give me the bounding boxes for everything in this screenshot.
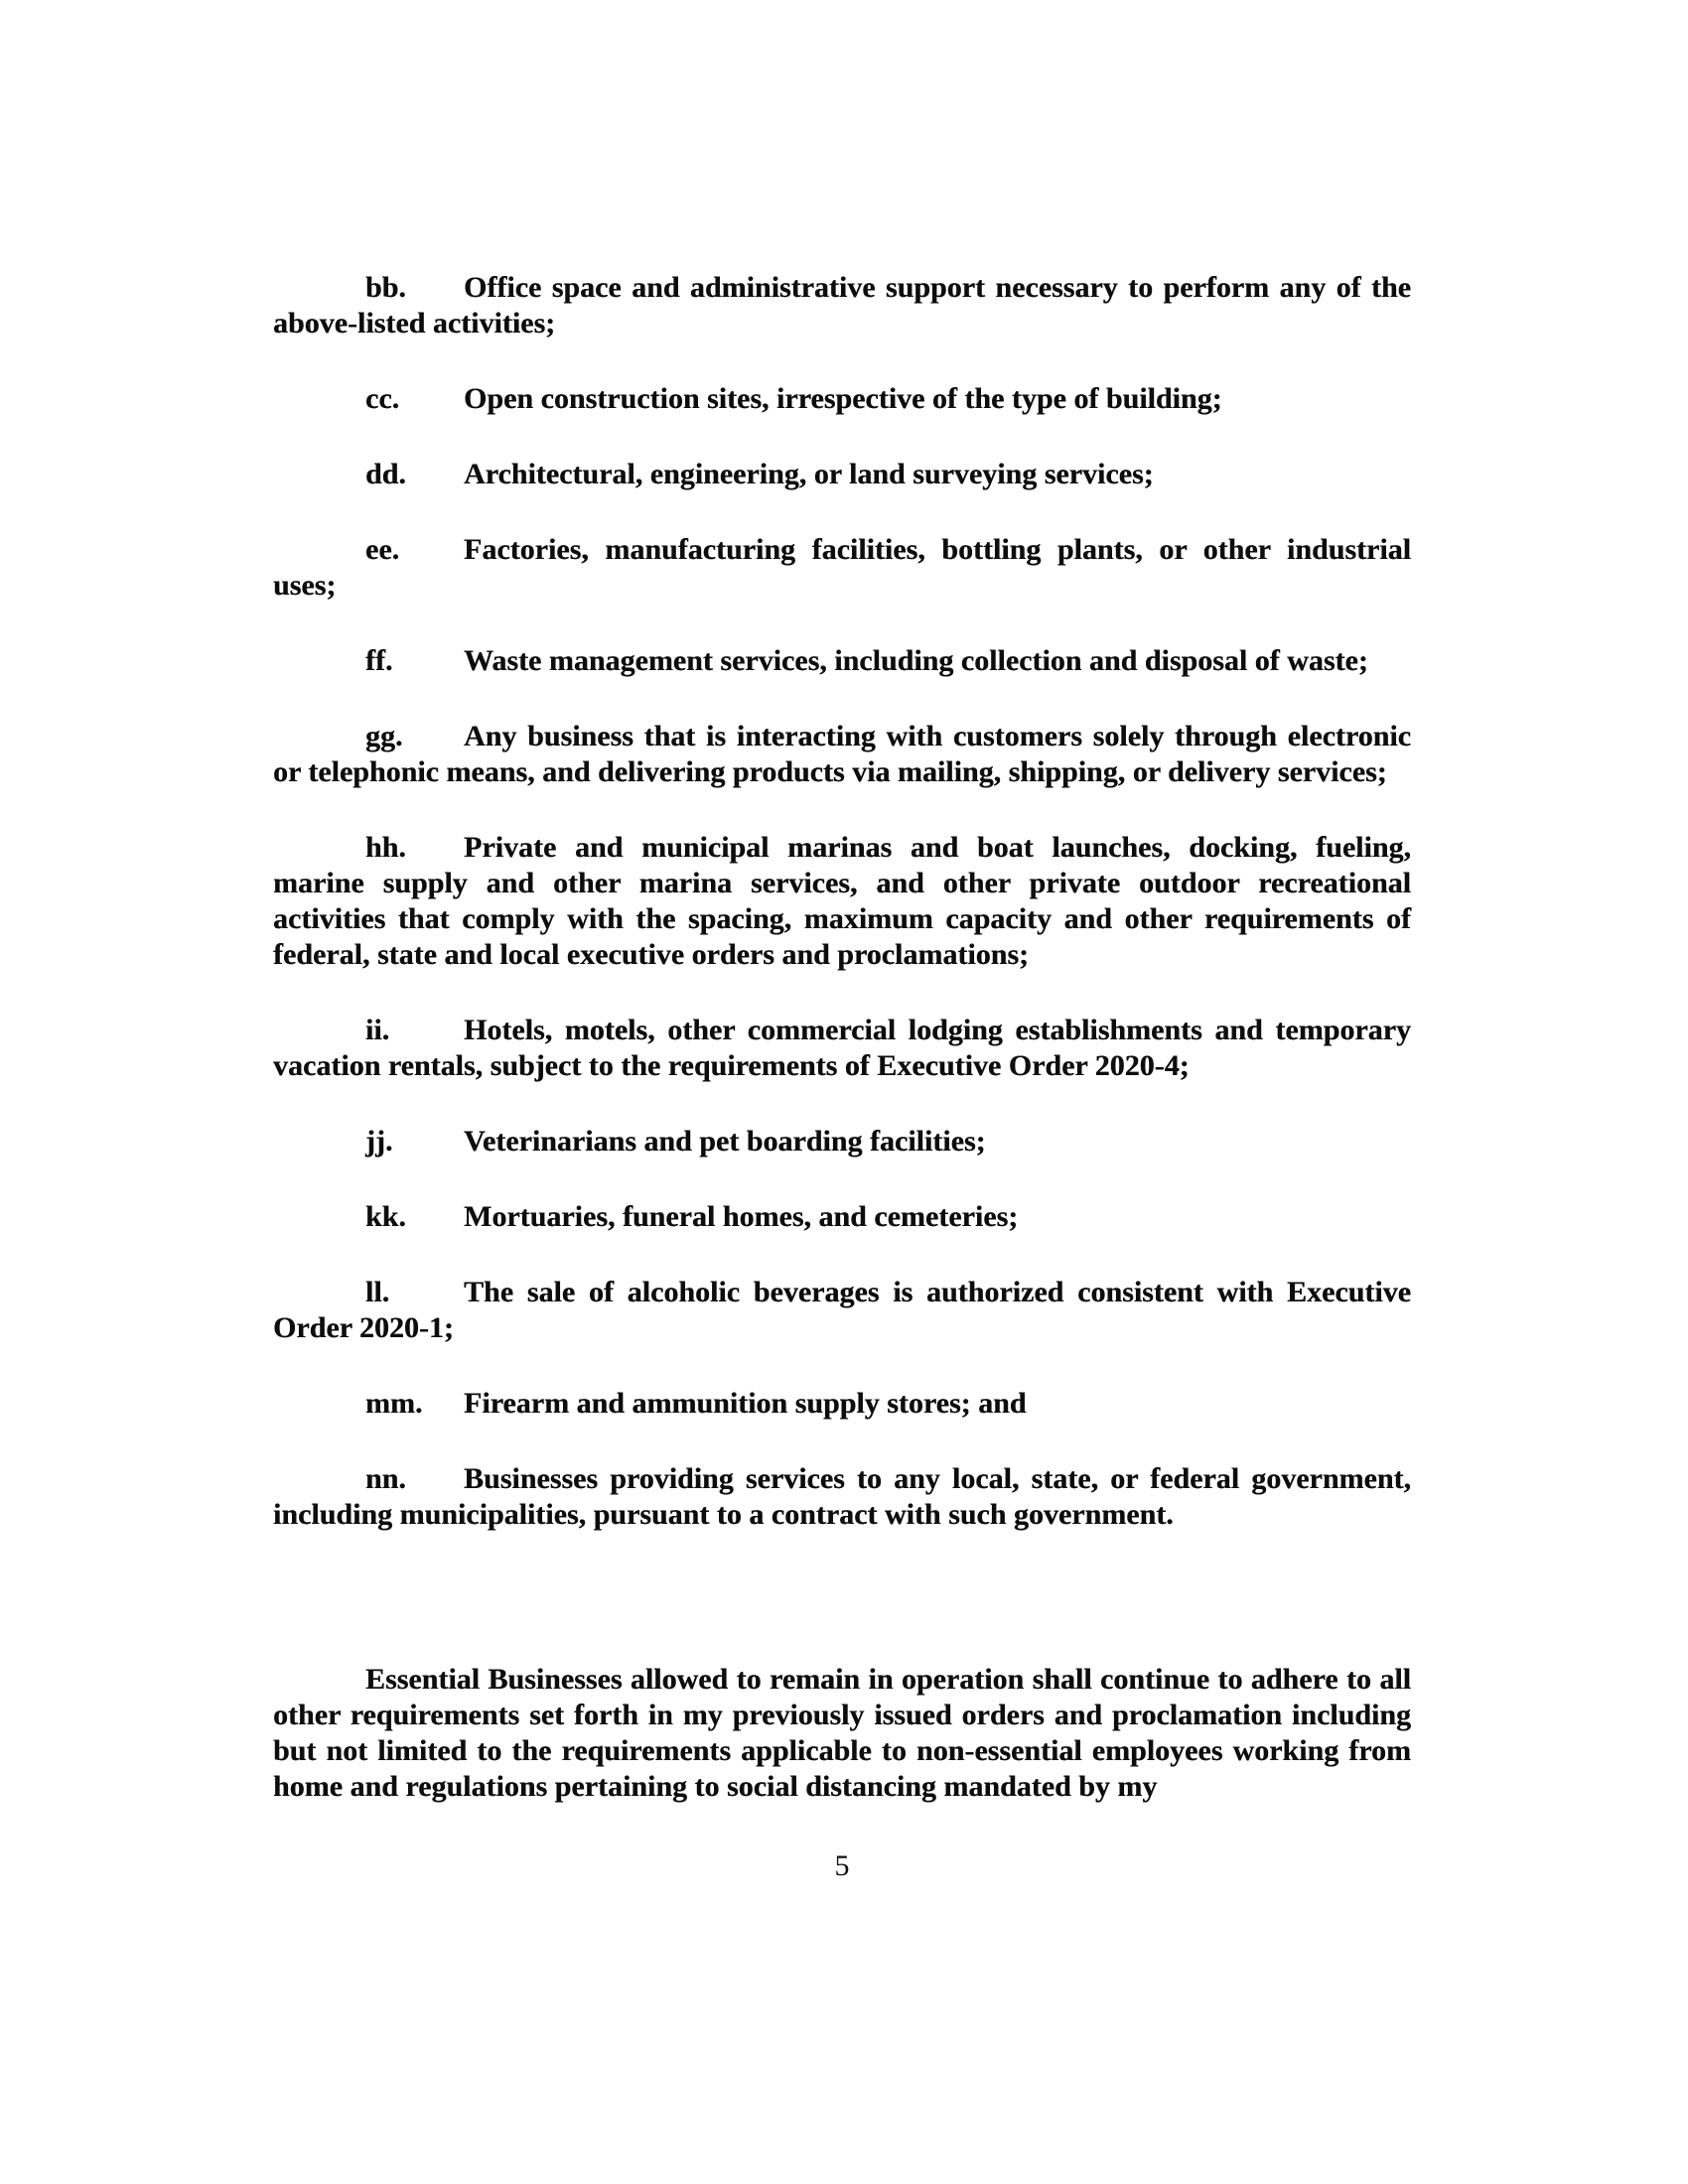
item-text: Businesses providing services to any local, state, or federal government, including municipalities, pursuant to a contract with such government.	[273, 1462, 1411, 1531]
document-body	[273, 270, 1411, 1884]
item-text: Mortuaries, funeral homes, and cemeteries;	[464, 1200, 1019, 1233]
list-item-ll	[273, 1275, 1411, 1346]
item-text: Any business that is interacting with customers solely through electronic or telephonic means, and delivering products via mailing, shipping, or delivery services;	[273, 720, 1411, 788]
item-text: Architectural, engineering, or land surveying services;	[464, 458, 1154, 490]
item-text: Private and municipal marinas and boat launches, docking, fueling, marine supply and other marina services, and other private outdoor recreational activities that comply with the spacing, maximum capacity and other requirements of federal, state and local executive orders and proclamations;	[273, 831, 1411, 971]
list-item-bb	[273, 270, 1411, 341]
item-label: cc.	[365, 382, 400, 415]
item-text: Hotels, motels, other commercial lodging establishments and temporary vacation rentals, subject to the requirements of Executive Order 2020-4;	[273, 1014, 1411, 1082]
closing-paragraph: Essential Businesses allowed to remain in operation shall continue to adhere to all other requirements set forth in my previously issued orders and proclamation including but not limited to the requirements applicable to non-essential employees working from home and regulations pertaining to social distancing mandated by my	[273, 1663, 1411, 1803]
item-label: dd.	[365, 458, 406, 490]
item-label: kk.	[365, 1200, 406, 1233]
page-number: 5	[834, 1849, 850, 1882]
item-text: Factories, manufacturing facilities, bottling plants, or other industrial uses;	[273, 533, 1411, 602]
list-item-ii	[273, 1013, 1411, 1084]
item-label: ii.	[365, 1014, 390, 1046]
list-item-nn	[273, 1461, 1411, 1533]
item-label: bb.	[365, 271, 406, 304]
item-text: Veterinarians and pet boarding facilities;	[464, 1125, 986, 1158]
list-item-ff	[273, 643, 1411, 679]
list-item-cc	[273, 381, 1411, 417]
item-label: ff.	[365, 644, 393, 677]
item-label: jj.	[365, 1125, 393, 1158]
item-text: Waste management services, including collection and disposal of waste;	[464, 644, 1368, 677]
item-text: Office space and administrative support necessary to perform any of the above-listed activities;	[273, 271, 1411, 340]
list-item-hh	[273, 830, 1411, 973]
item-label: nn.	[365, 1462, 406, 1495]
item-text: The sale of alcoholic beverages is authorized consistent with Executive Order 2020-1;	[273, 1276, 1411, 1344]
list-item-dd	[273, 457, 1411, 492]
item-label: ee.	[365, 533, 400, 566]
list-item-gg	[273, 719, 1411, 790]
list-item-mm	[273, 1386, 1411, 1422]
item-label: hh.	[365, 831, 406, 864]
list-item-kk	[273, 1199, 1411, 1235]
list-item-jj	[273, 1124, 1411, 1160]
item-label: mm.	[365, 1387, 423, 1420]
item-label: ll.	[365, 1276, 390, 1308]
item-label: gg.	[365, 720, 403, 752]
item-text: Firearm and ammunition supply stores; and	[464, 1387, 1027, 1420]
item-text: Open construction sites, irrespective of the type of building;	[464, 382, 1222, 415]
list-item-ee	[273, 532, 1411, 604]
